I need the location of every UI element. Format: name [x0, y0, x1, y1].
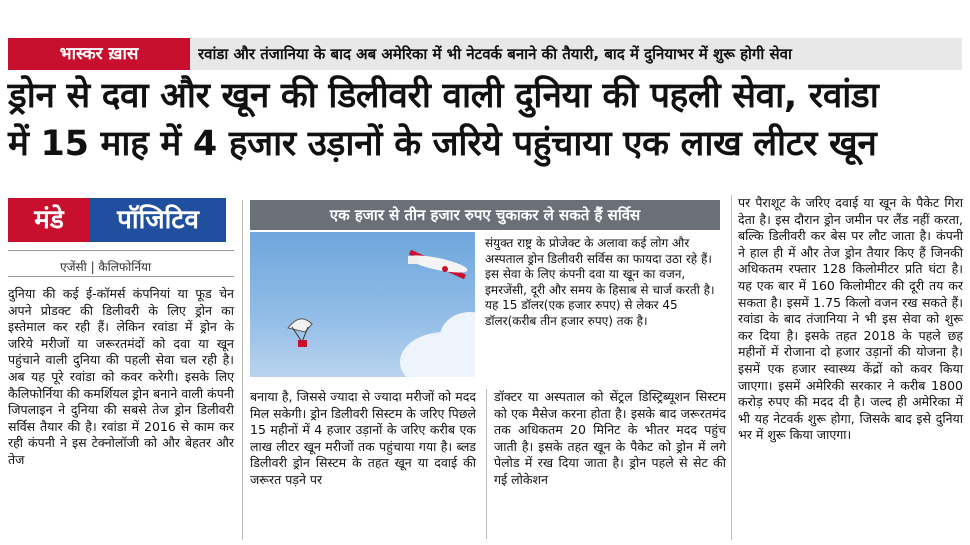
article-column-2: बनाया है, जिससे ज्यादा से ज्यादा मरीजों को मदद मिल सकेगी। ड्रोन डिलीवरी सिस्टम के जरिए पिछले 15 महीनों में 4 हजार उड़ानों के जरिए करीब एक लाख लीटर खून मरीजों तक पहुंचाया गया है। ब्लड डिलीवरी ड्रोन सिस्टम के तहत खून या दवाई की जरूरत पड़ने पर — [250, 389, 476, 487]
parachute-icon — [250, 232, 475, 377]
article-column-4: पर पैराशूट के जरिए दवाई या खून के पैकेट गिरा देता है। इस दौरान ड्रोन जमीन पर लैंड नहीं करता, बल्कि डिलीवरी कर बेस पर लौट जाता है। कंपनी ने हाल ही में और तेज ड्रोन तैयार किए हैं जिनकी अधिकतम रफ्तार 128 किलोमीटर प्रति घंटा है। यह एक बार में 160 किलोमीटर की दूरी तय कर सकता है। इसमें 1.75 किलो वजन रख सकते हैं। रवांडा के बाद तंजानिया ने भी इस सेवा को शुरू कर दिया है। इसके तहत 2018 के पहले छह महीनों में रोजाना दो हजार उड़ानों की योजना है। इसमें एक हजार स्वास्थ्य केंद्रों को कवर किया जाएगा। इसमें अमेरिकी सरकार ने करीब 1800 करोड़ रुपए की मदद दी है। जल्द ही अमेरिका में भी यह नेटवर्क शुरू होगा, जिसके बाद इसे दुनिया भर में शुरू किया जाएगा। — [738, 195, 963, 443]
divider — [8, 250, 234, 251]
headline-line-2: में 15 माह में 4 हजार उड़ानों के जरिये पहुंचाया एक लाख लीटर खून — [8, 124, 877, 164]
drone-photo — [250, 232, 475, 377]
logo-part-monday: मंडे — [8, 198, 90, 242]
column-divider — [242, 200, 243, 540]
section-tag: भास्कर ख़ास — [8, 38, 190, 70]
photo-header: एक हजार से तीन हजार रुपए चुकाकर ले सकते हैं सर्विस — [250, 200, 720, 230]
headline — [8, 72, 963, 168]
byline: एजेंसी | कैलिफोर्निया — [60, 260, 152, 274]
article-column-3: डॉक्टर या अस्पताल को सेंट्रल डिस्ट्रिब्यूशन सिस्टम को एक मैसेज करना होता है। इसके बाद जरूरतमंद तक अधिकतम 20 मिनिट के भीतर मदद पहुंच जाती है। इसके तहत खून के पैकेट को ड्रोन में लगे पेलोड में रख दिया जाता है। ड्रोन पहले से सेट की गई लोकेशन — [494, 389, 726, 487]
column-divider — [486, 389, 487, 539]
kicker-text: रवांडा और तंजानिया के बाद अब अमेरिका में भी नेटवर्क बनाने की तैयारी, बाद में दुनियाभर में शुरू होगी सेवा — [198, 45, 792, 63]
headline-line-1: ड्रोन से दवा और खून की डिलीवरी वाली दुनिया की पहली सेवा, रवांडा — [8, 76, 879, 116]
logo-part-positive: पॉजिटिव — [90, 198, 226, 242]
article-column-1: दुनिया की कई ई-कॉमर्स कंपनियां या फूड चेन अपने प्रोडक्ट की डिलीवरी के लिए ड्रोन का इस्तेमाल कर रही हैं। लेकिन रवांडा में ड्रोन के जरिये मरीजों या जरूरतमंदों को दवा या खून पहुंचाने वाली दुनिया की पहली सेवा चल रही है। अब यह पूरे रवांडा को कवर करेगी। इसके लिए कैलिफोर्निया की कमर्शियल ड्रोन बनाने वाली कंपनी जिपलाइन ने दुनिया की सबसे तेज ड्रोन डिलीवरी सर्विस तैयार की है। रवांडा में 2016 से काम कर रही कंपनी ने इस टेक्नोलॉजी को और बेहतर और तेज — [8, 286, 234, 467]
monday-positive-logo — [8, 198, 226, 242]
column-divider — [731, 195, 732, 540]
photo-caption: संयुक्त राष्ट्र के प्रोजेक्ट के अलावा कई लोग और अस्पताल ड्रोन डिलीवरी सर्विस का फायदा उठा रहे हैं। इस सेवा के लिए कंपनी दवा या खून का वजन, इमरजेंसी, दूरी और समय के हिसाब से चार्ज करती है। यह 15 डॉलर(एक हजार रुपए) से लेकर 45 डॉलर(करीब तीन हजार रुपए) तक है। — [485, 236, 715, 328]
divider — [8, 276, 234, 277]
